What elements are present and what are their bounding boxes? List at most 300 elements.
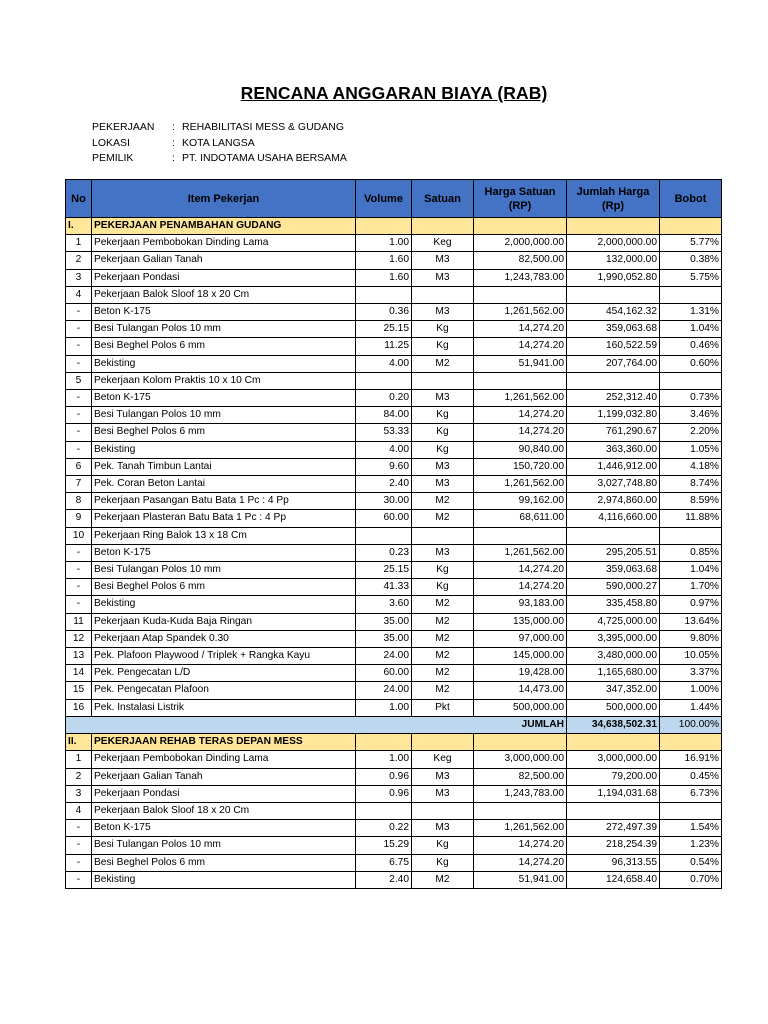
section-number: I.	[66, 218, 92, 235]
row-volume: 1.60	[356, 269, 412, 286]
row-total: 3,395,000.00	[567, 630, 660, 647]
row-weight: 1.23%	[660, 837, 722, 854]
row-price	[474, 372, 567, 389]
section-empty-bobot	[660, 218, 722, 235]
total-value: 34,638,502.31	[567, 716, 660, 733]
row-price: 68,611.00	[474, 510, 567, 527]
table-row	[66, 407, 722, 424]
row-unit	[412, 802, 474, 819]
meta-row-lokasi	[92, 136, 347, 152]
table-row	[66, 699, 722, 716]
row-item: Besi Beghel Polos 6 mm	[92, 424, 356, 441]
row-unit: Keg	[412, 751, 474, 768]
table-row	[66, 648, 722, 665]
row-no: -	[66, 441, 92, 458]
row-volume: 0.22	[356, 820, 412, 837]
table-row	[66, 802, 722, 819]
row-unit: Kg	[412, 407, 474, 424]
section-empty-harga	[474, 218, 567, 235]
header-volume: Volume	[356, 180, 412, 218]
row-weight: 0.70%	[660, 871, 722, 888]
row-price: 90,840.00	[474, 441, 567, 458]
row-total: 132,000.00	[567, 252, 660, 269]
document-title: RENCANA ANGGARAN BIAYA (RAB)	[240, 83, 548, 103]
row-no: 4	[66, 802, 92, 819]
row-no: 1	[66, 235, 92, 252]
meta-label: LOKASI	[92, 136, 130, 149]
row-volume: 2.40	[356, 871, 412, 888]
row-volume: 0.20	[356, 390, 412, 407]
row-item: Pekerjaan Balok Sloof 18 x 20 Cm	[92, 286, 356, 303]
row-total: 3,480,000.00	[567, 648, 660, 665]
row-weight: 0.38%	[660, 252, 722, 269]
row-unit: M3	[412, 785, 474, 802]
row-price: 93,183.00	[474, 596, 567, 613]
row-unit: M3	[412, 768, 474, 785]
row-unit: M3	[412, 544, 474, 561]
table-row	[66, 390, 722, 407]
row-no: 13	[66, 648, 92, 665]
row-item: Besi Tulangan Polos 10 mm	[92, 321, 356, 338]
row-total: 207,764.00	[567, 355, 660, 372]
row-total: 359,063.68	[567, 321, 660, 338]
row-no: 3	[66, 269, 92, 286]
row-price	[474, 802, 567, 819]
row-weight: 0.45%	[660, 768, 722, 785]
row-weight: 11.88%	[660, 510, 722, 527]
row-unit: M3	[412, 476, 474, 493]
row-total: 3,027,748.80	[567, 476, 660, 493]
table-row	[66, 252, 722, 269]
table-header-row	[66, 180, 722, 218]
row-volume: 84.00	[356, 407, 412, 424]
row-weight	[660, 527, 722, 544]
row-no: -	[66, 304, 92, 321]
row-weight: 1.00%	[660, 682, 722, 699]
row-no: 9	[66, 510, 92, 527]
row-weight	[660, 372, 722, 389]
header-jumlah-harga	[567, 180, 660, 218]
row-weight: 5.75%	[660, 269, 722, 286]
row-weight: 1.70%	[660, 579, 722, 596]
table-row	[66, 441, 722, 458]
row-no: 3	[66, 785, 92, 802]
table-row	[66, 235, 722, 252]
row-no: -	[66, 544, 92, 561]
row-weight: 1.04%	[660, 321, 722, 338]
row-price: 135,000.00	[474, 613, 567, 630]
row-no: 10	[66, 527, 92, 544]
meta-label: PEMILIK	[92, 152, 134, 164]
row-item: Pekerjaan Pondasi	[92, 269, 356, 286]
row-no: -	[66, 390, 92, 407]
row-no: -	[66, 424, 92, 441]
row-unit	[412, 527, 474, 544]
row-unit: Kg	[412, 321, 474, 338]
row-price: 14,274.20	[474, 579, 567, 596]
row-unit: Kg	[412, 854, 474, 871]
row-no: 16	[66, 699, 92, 716]
table-row	[66, 596, 722, 613]
row-weight: 2.20%	[660, 424, 722, 441]
header-bobot: Bobot	[660, 180, 722, 218]
row-price: 1,261,562.00	[474, 820, 567, 837]
row-total: 218,254.39	[567, 837, 660, 854]
row-no: 4	[66, 286, 92, 303]
row-weight: 6.73%	[660, 785, 722, 802]
row-total	[567, 372, 660, 389]
row-weight: 8.59%	[660, 493, 722, 510]
row-price: 14,274.20	[474, 854, 567, 871]
section-title: PEKERJAAN REHAB TERAS DEPAN MESS	[92, 734, 356, 751]
row-item: Pek. Pengecatan L/D	[92, 665, 356, 682]
total-label: JUMLAH	[66, 716, 567, 733]
meta-colon: :	[172, 121, 175, 133]
row-weight: 13.64%	[660, 613, 722, 630]
section-empty-harga	[474, 734, 567, 751]
row-price	[474, 286, 567, 303]
row-weight: 1.05%	[660, 441, 722, 458]
table-row	[66, 304, 722, 321]
table-row	[66, 321, 722, 338]
row-item: Beton K-175	[92, 390, 356, 407]
row-weight: 16.91%	[660, 751, 722, 768]
row-price: 14,274.20	[474, 338, 567, 355]
row-no: 11	[66, 613, 92, 630]
row-item: Pekerjaan Pembobokan Dinding Lama	[92, 751, 356, 768]
row-unit: M2	[412, 665, 474, 682]
row-weight: 0.85%	[660, 544, 722, 561]
row-volume: 35.00	[356, 630, 412, 647]
row-weight: 1.31%	[660, 304, 722, 321]
row-item: Besi Tulangan Polos 10 mm	[92, 562, 356, 579]
row-unit: M3	[412, 304, 474, 321]
row-volume	[356, 286, 412, 303]
row-no: -	[66, 321, 92, 338]
row-item: Pek. Pengecatan Plafoon	[92, 682, 356, 699]
row-weight: 0.73%	[660, 390, 722, 407]
row-volume: 11.25	[356, 338, 412, 355]
table-row	[66, 338, 722, 355]
header-no: No	[66, 180, 92, 218]
section-empty-volume	[356, 734, 412, 751]
table-row	[66, 476, 722, 493]
row-item: Pekerjaan Ring Balok 13 x 18 Cm	[92, 527, 356, 544]
row-total	[567, 286, 660, 303]
row-no: -	[66, 596, 92, 613]
row-item: Besi Tulangan Polos 10 mm	[92, 407, 356, 424]
total-weight: 100.00%	[660, 716, 722, 733]
row-total	[567, 527, 660, 544]
row-price: 145,000.00	[474, 648, 567, 665]
row-price: 99,162.00	[474, 493, 567, 510]
header-harga-line1: Harga Satuan	[484, 185, 556, 198]
table-row	[66, 751, 722, 768]
row-volume: 0.36	[356, 304, 412, 321]
row-item: Besi Tulangan Polos 10 mm	[92, 837, 356, 854]
row-volume	[356, 802, 412, 819]
row-weight: 0.60%	[660, 355, 722, 372]
meta-row-pekerjaan	[92, 120, 347, 136]
table-row	[66, 527, 722, 544]
table-row	[66, 682, 722, 699]
table-row	[66, 493, 722, 510]
project-info	[92, 120, 347, 167]
row-unit: M2	[412, 613, 474, 630]
row-volume: 24.00	[356, 682, 412, 699]
row-price: 1,261,562.00	[474, 390, 567, 407]
row-weight: 3.46%	[660, 407, 722, 424]
row-unit: Kg	[412, 441, 474, 458]
row-item: Pekerjaan Atap Spandek 0.30	[92, 630, 356, 647]
row-price: 14,274.20	[474, 562, 567, 579]
table-row	[66, 372, 722, 389]
row-item: Pekerjaan Plasteran Batu Bata 1 Pc : 4 Pp	[92, 510, 356, 527]
row-price: 1,261,562.00	[474, 476, 567, 493]
row-no: 5	[66, 372, 92, 389]
row-price: 51,941.00	[474, 871, 567, 888]
table-row	[66, 665, 722, 682]
row-volume: 2.40	[356, 476, 412, 493]
row-unit: Kg	[412, 837, 474, 854]
section-number: II.	[66, 734, 92, 751]
meta-row-pemilik	[92, 151, 347, 167]
row-volume: 0.96	[356, 785, 412, 802]
row-unit	[412, 286, 474, 303]
row-item: Pekerjaan Kolom Praktis 10 x 10 Cm	[92, 372, 356, 389]
row-item: Bekisting	[92, 355, 356, 372]
section-empty-bobot	[660, 734, 722, 751]
row-volume: 35.00	[356, 613, 412, 630]
row-item: Pekerjaan Galian Tanah	[92, 768, 356, 785]
row-total: 272,497.39	[567, 820, 660, 837]
row-weight: 9.80%	[660, 630, 722, 647]
row-weight: 8.74%	[660, 476, 722, 493]
section-empty-volume	[356, 218, 412, 235]
row-unit: M3	[412, 458, 474, 475]
row-unit: M2	[412, 648, 474, 665]
row-volume: 0.96	[356, 768, 412, 785]
header-item: Item Pekerjan	[92, 180, 356, 218]
row-volume: 0.23	[356, 544, 412, 561]
row-price: 1,261,562.00	[474, 544, 567, 561]
row-price: 14,274.20	[474, 321, 567, 338]
row-total: 335,458.80	[567, 596, 660, 613]
row-no: -	[66, 562, 92, 579]
row-price	[474, 527, 567, 544]
row-no: 15	[66, 682, 92, 699]
table-row	[66, 785, 722, 802]
row-weight: 10.05%	[660, 648, 722, 665]
row-total: 500,000.00	[567, 699, 660, 716]
row-unit: M2	[412, 355, 474, 372]
row-total: 79,200.00	[567, 768, 660, 785]
row-item: Pekerjaan Pasangan Batu Bata 1 Pc : 4 Pp	[92, 493, 356, 510]
row-price: 3,000,000.00	[474, 751, 567, 768]
row-no: -	[66, 854, 92, 871]
row-price: 51,941.00	[474, 355, 567, 372]
meta-label: PEKERJAAN	[92, 121, 155, 133]
row-volume	[356, 372, 412, 389]
row-no: 1	[66, 751, 92, 768]
row-weight: 4.18%	[660, 458, 722, 475]
row-total: 1,194,031.68	[567, 785, 660, 802]
meta-value: KOTA LANGSA	[182, 136, 255, 149]
row-weight	[660, 802, 722, 819]
row-total: 347,352.00	[567, 682, 660, 699]
header-harga-satuan	[474, 180, 567, 218]
row-price: 1,243,783.00	[474, 269, 567, 286]
row-volume: 41.33	[356, 579, 412, 596]
row-total: 359,063.68	[567, 562, 660, 579]
table-row	[66, 820, 722, 837]
table-row	[66, 424, 722, 441]
row-unit: M2	[412, 493, 474, 510]
row-price: 82,500.00	[474, 252, 567, 269]
row-no: -	[66, 579, 92, 596]
row-unit: Kg	[412, 579, 474, 596]
row-unit: M3	[412, 820, 474, 837]
row-price: 150,720.00	[474, 458, 567, 475]
row-weight: 3.37%	[660, 665, 722, 682]
row-item: Besi Beghel Polos 6 mm	[92, 854, 356, 871]
section-header-row	[66, 218, 722, 235]
row-no: 2	[66, 768, 92, 785]
row-item: Pek. Coran Beton Lantai	[92, 476, 356, 493]
table-row	[66, 458, 722, 475]
row-unit: M2	[412, 596, 474, 613]
row-total: 1,165,680.00	[567, 665, 660, 682]
table-row	[66, 544, 722, 561]
row-price: 97,000.00	[474, 630, 567, 647]
row-no: -	[66, 820, 92, 837]
row-total	[567, 802, 660, 819]
row-total: 252,312.40	[567, 390, 660, 407]
row-item: Besi Beghel Polos 6 mm	[92, 338, 356, 355]
header-jumlah-line1: Jumlah Harga	[576, 185, 650, 198]
row-item: Beton K-175	[92, 304, 356, 321]
row-volume: 4.00	[356, 355, 412, 372]
row-volume: 53.33	[356, 424, 412, 441]
row-volume: 1.00	[356, 751, 412, 768]
row-total: 2,974,860.00	[567, 493, 660, 510]
row-price: 19,428.00	[474, 665, 567, 682]
row-unit: Kg	[412, 424, 474, 441]
row-item: Pekerjaan Pembobokan Dinding Lama	[92, 235, 356, 252]
row-no: 2	[66, 252, 92, 269]
row-volume: 60.00	[356, 665, 412, 682]
row-total: 761,290.67	[567, 424, 660, 441]
row-no: -	[66, 407, 92, 424]
row-no: 6	[66, 458, 92, 475]
meta-colon: :	[172, 136, 175, 149]
row-volume: 1.00	[356, 699, 412, 716]
row-volume: 4.00	[356, 441, 412, 458]
table-row	[66, 562, 722, 579]
row-volume: 3.60	[356, 596, 412, 613]
row-unit: Pkt	[412, 699, 474, 716]
row-unit: Kg	[412, 562, 474, 579]
row-total: 2,000,000.00	[567, 235, 660, 252]
row-volume: 1.00	[356, 235, 412, 252]
table-row	[66, 630, 722, 647]
row-weight: 0.54%	[660, 854, 722, 871]
rab-table	[65, 179, 722, 889]
row-volume: 30.00	[356, 493, 412, 510]
row-unit: Keg	[412, 235, 474, 252]
row-price: 82,500.00	[474, 768, 567, 785]
table-row	[66, 871, 722, 888]
row-weight	[660, 286, 722, 303]
row-item: Pekerjaan Kuda-Kuda Baja Ringan	[92, 613, 356, 630]
table-row	[66, 269, 722, 286]
row-price: 14,274.20	[474, 424, 567, 441]
section-title: PEKERJAAN PENAMBAHAN GUDANG	[92, 218, 356, 235]
row-price: 14,274.20	[474, 407, 567, 424]
row-no: -	[66, 837, 92, 854]
row-weight: 5.77%	[660, 235, 722, 252]
total-row	[66, 716, 722, 733]
header-jumlah-line2: (Rp)	[602, 199, 624, 212]
row-volume	[356, 527, 412, 544]
row-price: 14,274.20	[474, 837, 567, 854]
row-item: Beton K-175	[92, 820, 356, 837]
row-unit: M2	[412, 630, 474, 647]
row-price: 14,473.00	[474, 682, 567, 699]
table-row	[66, 613, 722, 630]
row-item: Bekisting	[92, 871, 356, 888]
row-item: Pekerjaan Galian Tanah	[92, 252, 356, 269]
row-weight: 1.44%	[660, 699, 722, 716]
meta-value: REHABILITASI MESS & GUDANG	[182, 121, 345, 133]
row-price: 500,000.00	[474, 699, 567, 716]
table-row	[66, 768, 722, 785]
row-total: 124,658.40	[567, 871, 660, 888]
row-no: -	[66, 871, 92, 888]
row-unit: M3	[412, 252, 474, 269]
row-volume: 6.75	[356, 854, 412, 871]
row-unit: M2	[412, 682, 474, 699]
section-empty-jumlah	[567, 218, 660, 235]
row-total: 4,116,660.00	[567, 510, 660, 527]
row-volume: 60.00	[356, 510, 412, 527]
row-unit: M2	[412, 871, 474, 888]
row-volume: 15.29	[356, 837, 412, 854]
row-no: 12	[66, 630, 92, 647]
row-total: 96,313.55	[567, 854, 660, 871]
row-total: 3,000,000.00	[567, 751, 660, 768]
table-row	[66, 854, 722, 871]
row-price: 1,261,562.00	[474, 304, 567, 321]
table-row	[66, 286, 722, 303]
section-empty-satuan	[412, 218, 474, 235]
table-row	[66, 579, 722, 596]
row-unit: M3	[412, 390, 474, 407]
meta-colon: :	[172, 152, 175, 164]
row-unit: M3	[412, 269, 474, 286]
row-volume: 25.15	[356, 562, 412, 579]
row-total: 295,205.51	[567, 544, 660, 561]
row-total: 363,360.00	[567, 441, 660, 458]
row-item: Pekerjaan Pondasi	[92, 785, 356, 802]
row-total: 1,446,912.00	[567, 458, 660, 475]
row-total: 590,000.27	[567, 579, 660, 596]
row-no: -	[66, 338, 92, 355]
row-no: 14	[66, 665, 92, 682]
row-item: Pek. Instalasi Listrik	[92, 699, 356, 716]
row-no: 7	[66, 476, 92, 493]
row-unit: Kg	[412, 338, 474, 355]
